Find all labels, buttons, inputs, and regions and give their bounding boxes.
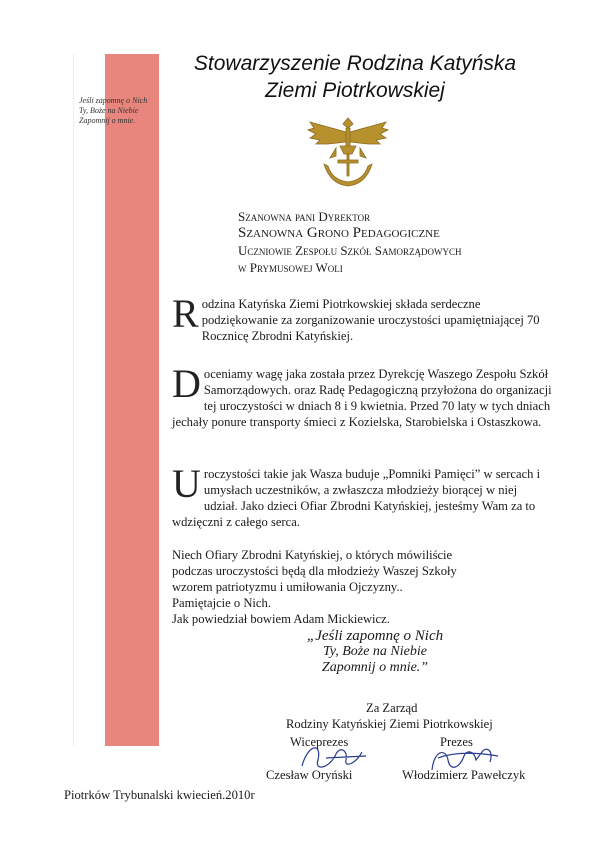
address-line: w Prymusowej Woli	[238, 260, 343, 275]
address-line: Szanowna Grono Pedagogiczne	[238, 225, 440, 241]
quote-line: Zapomnij o mnie.”	[321, 660, 429, 675]
paragraph-text: odzina Katyńska Ziemi Piotrkowskiej składa serdeczne podziękowanie za zorganizowanie uroczystości upamiętniającej 70 Rocznicę Zbrodni Katyńskiej.	[201, 297, 540, 343]
recipient-address	[238, 208, 462, 276]
side-quote	[79, 96, 159, 126]
president-role: Prezes	[440, 735, 473, 749]
closing-line: Pamiętajcie o Nich.	[172, 596, 271, 610]
flag-white-stripe	[73, 54, 106, 746]
vice-president-role: Wiceprezes	[290, 735, 349, 749]
closing-text	[172, 547, 552, 627]
drop-cap: R	[172, 291, 199, 336]
side-quote-line: Ty, Boże na Niebie	[79, 106, 139, 115]
president-name: Włodzimierz Pawełczyk	[402, 768, 526, 782]
drop-cap: U	[172, 461, 201, 506]
address-line: Szanowna pani Dyrektor	[238, 209, 371, 224]
board-label: Za Zarząd	[366, 701, 418, 715]
closing-line: podczas uroczystości będą dla młodzieży Waszej Szkoły	[172, 564, 457, 578]
closing-line: Jak powiedział bowiem Adam Mickiewicz.	[172, 612, 390, 626]
place-and-date: Piotrków Trybunalski kwiecień.2010r	[64, 788, 255, 802]
closing-line: Niech Ofiary Zbrodni Katyńskiej, o których mówiliście	[172, 548, 453, 562]
paragraph	[172, 361, 552, 430]
address-line: Uczniowie Zespołu Szkół Samorządowych	[238, 243, 462, 258]
quote-line: „Jeśli zapomnę o Nich	[306, 628, 444, 644]
paragraph-text: oceniamy wagę jaka została przez Dyrekcję Waszego Zespołu Szkół Samorządowych. oraz Radę Pedagogiczną przyłożona do organizacji tej uroczystości w dniach 8 i 9 kwietnia. Przed 70 laty w tych dniach jechały ponure transporty śmieci z Kozielska, Starobielska i Ostaszkowa.	[172, 367, 552, 429]
drop-cap: D	[172, 361, 201, 406]
side-quote-line: Jeśli zapomnę o Nich	[79, 96, 148, 105]
paragraph-text: roczystości takie jak Wasza buduje „Pomniki Pamięci” w sercach i umysłach uczestników, a zwłaszcza młodzieży biorącej w niej udział. Jako dzieci Ofiar Zbrodni Katyńskiej, jesteśmy Wam za to wdzięczni z całego serca.	[172, 467, 541, 529]
paragraph	[172, 461, 552, 530]
letterhead-line1: Stowarzyszenie Rodzina Katyńska	[193, 52, 517, 75]
eagle-anchor-emblem-icon	[300, 112, 396, 192]
quote-line: Ty, Boże na Niebie	[323, 644, 427, 659]
organization-name: Rodziny Katyńskiej Ziemi Piotrkowskiej	[286, 717, 493, 731]
closing-line: wzorem patriotyzmu i umiłowania Ojczyzny..	[172, 580, 403, 594]
mickiewicz-quote	[270, 628, 480, 676]
flag-red-stripe	[105, 54, 159, 746]
side-quote-line: Zapomnij o mnie.	[79, 116, 136, 125]
paragraph	[172, 291, 552, 344]
letterhead-line2: Ziemi Piotrkowskiej	[265, 79, 445, 102]
vice-president-name: Czesław Oryński	[266, 768, 353, 782]
letterhead	[170, 50, 540, 104]
